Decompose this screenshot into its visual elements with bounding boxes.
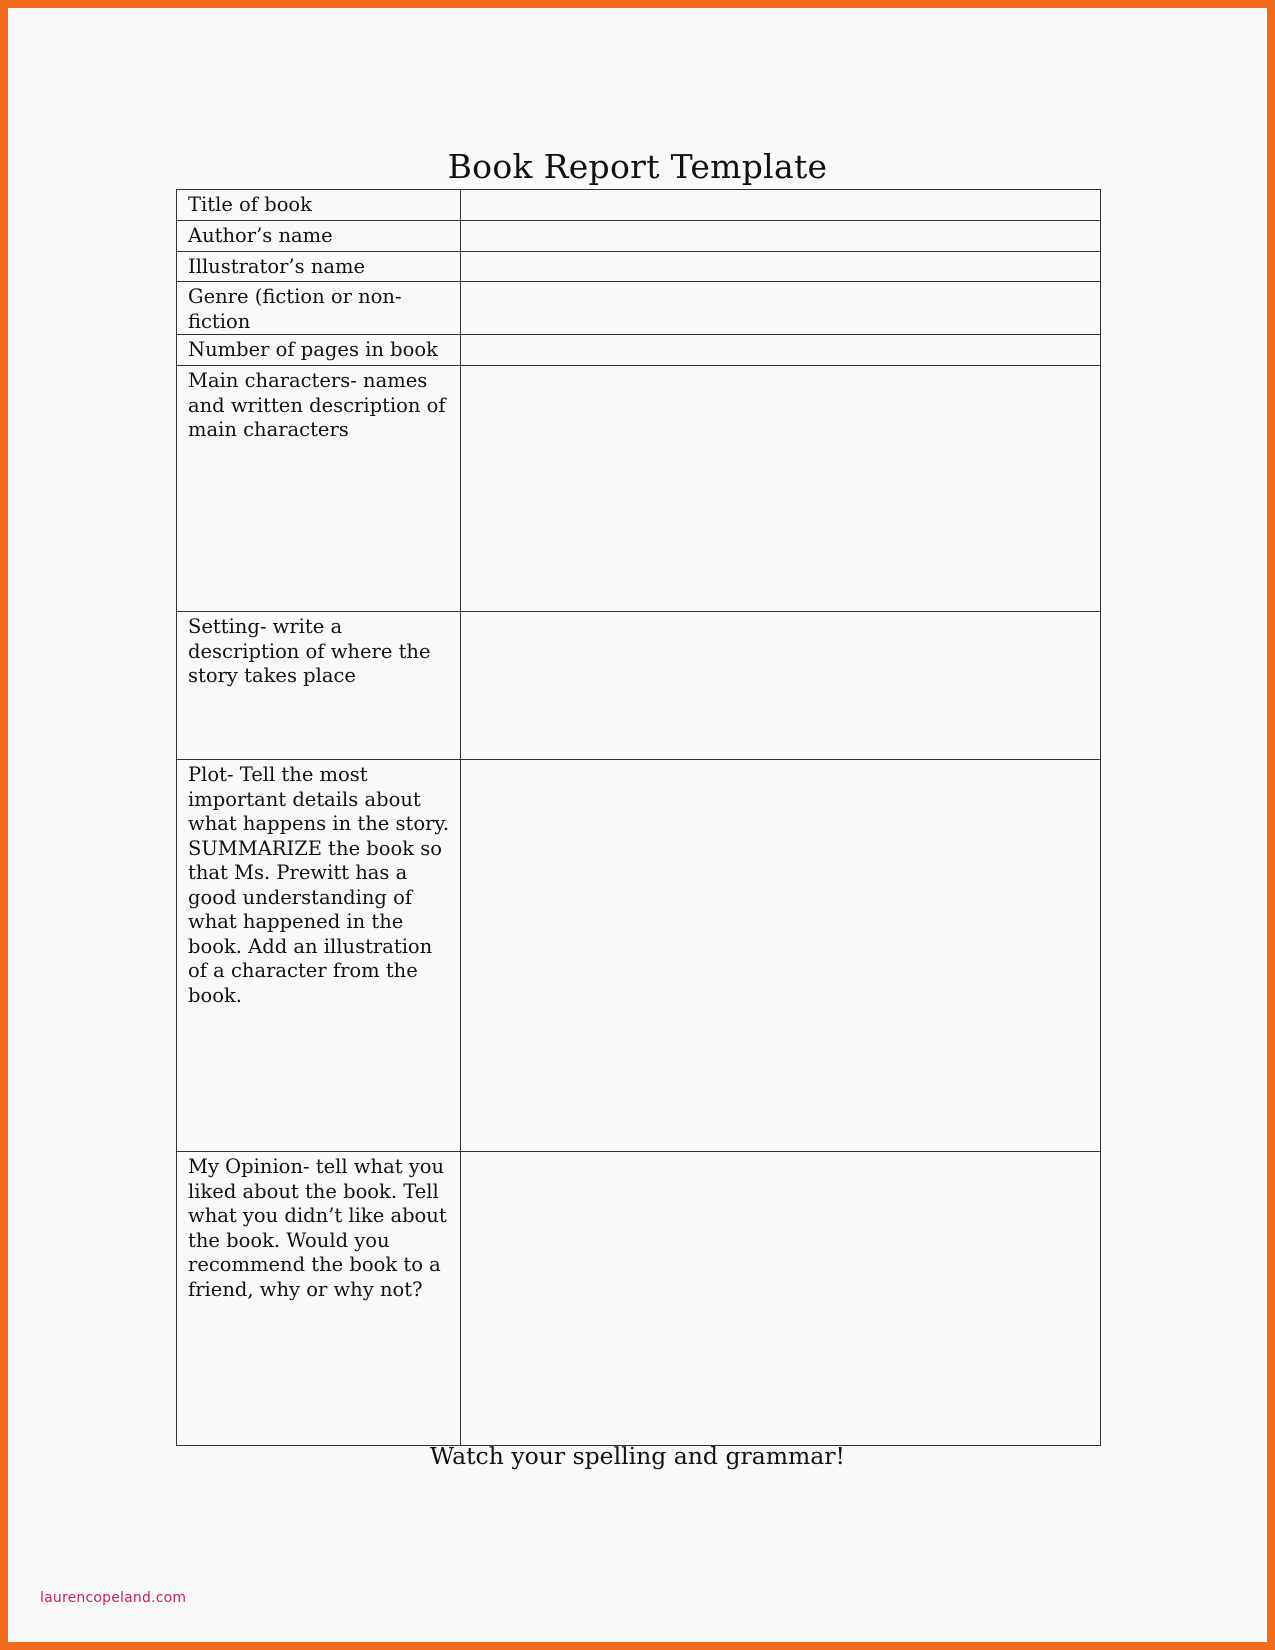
table-row bbox=[177, 282, 1101, 335]
answer-cell-illustrator[interactable] bbox=[461, 252, 1101, 282]
row-label-setting: Setting- write a description of where the story takes place bbox=[177, 612, 461, 760]
answer-cell-characters[interactable] bbox=[461, 366, 1101, 612]
row-label-characters: Main characters- names and written description of main characters bbox=[177, 366, 461, 612]
row-label-title: Title of book bbox=[177, 190, 461, 221]
table-row bbox=[177, 612, 1101, 760]
row-label-pages: Number of pages in book bbox=[177, 335, 461, 366]
row-label-genre: Genre (fiction or non-fiction bbox=[177, 282, 461, 335]
answer-cell-author[interactable] bbox=[461, 221, 1101, 252]
footer-note: Watch your spelling and grammar! bbox=[429, 1442, 845, 1470]
table-row bbox=[177, 190, 1101, 221]
table-row bbox=[177, 760, 1101, 1152]
table-row bbox=[177, 1152, 1101, 1446]
report-table bbox=[176, 189, 1101, 1446]
answer-cell-title[interactable] bbox=[461, 190, 1101, 221]
page-title: Book Report Template bbox=[447, 147, 828, 186]
watermark: laurencopeland.com bbox=[40, 1590, 187, 1606]
answer-cell-genre[interactable] bbox=[461, 282, 1101, 335]
answer-cell-pages[interactable] bbox=[461, 335, 1101, 366]
answer-cell-setting[interactable] bbox=[461, 612, 1101, 760]
table-row bbox=[177, 221, 1101, 252]
row-label-illustrator: Illustrator’s name bbox=[177, 252, 461, 282]
answer-cell-plot[interactable] bbox=[461, 760, 1101, 1152]
table-row bbox=[177, 366, 1101, 612]
answer-cell-opinion[interactable] bbox=[461, 1152, 1101, 1446]
table-row bbox=[177, 335, 1101, 366]
table-row bbox=[177, 252, 1101, 282]
row-label-opinion: My Opinion- tell what you liked about the book. Tell what you didn’t like about the book. Would you recommend the book to a friend, why or why not? bbox=[177, 1152, 461, 1446]
row-label-author: Author’s name bbox=[177, 221, 461, 252]
row-label-plot: Plot- Tell the most important details about what happens in the story. SUMMARIZE the book so that Ms. Prewitt has a good understanding of what happened in the book. Add an illustration of a character from the book. bbox=[177, 760, 461, 1152]
